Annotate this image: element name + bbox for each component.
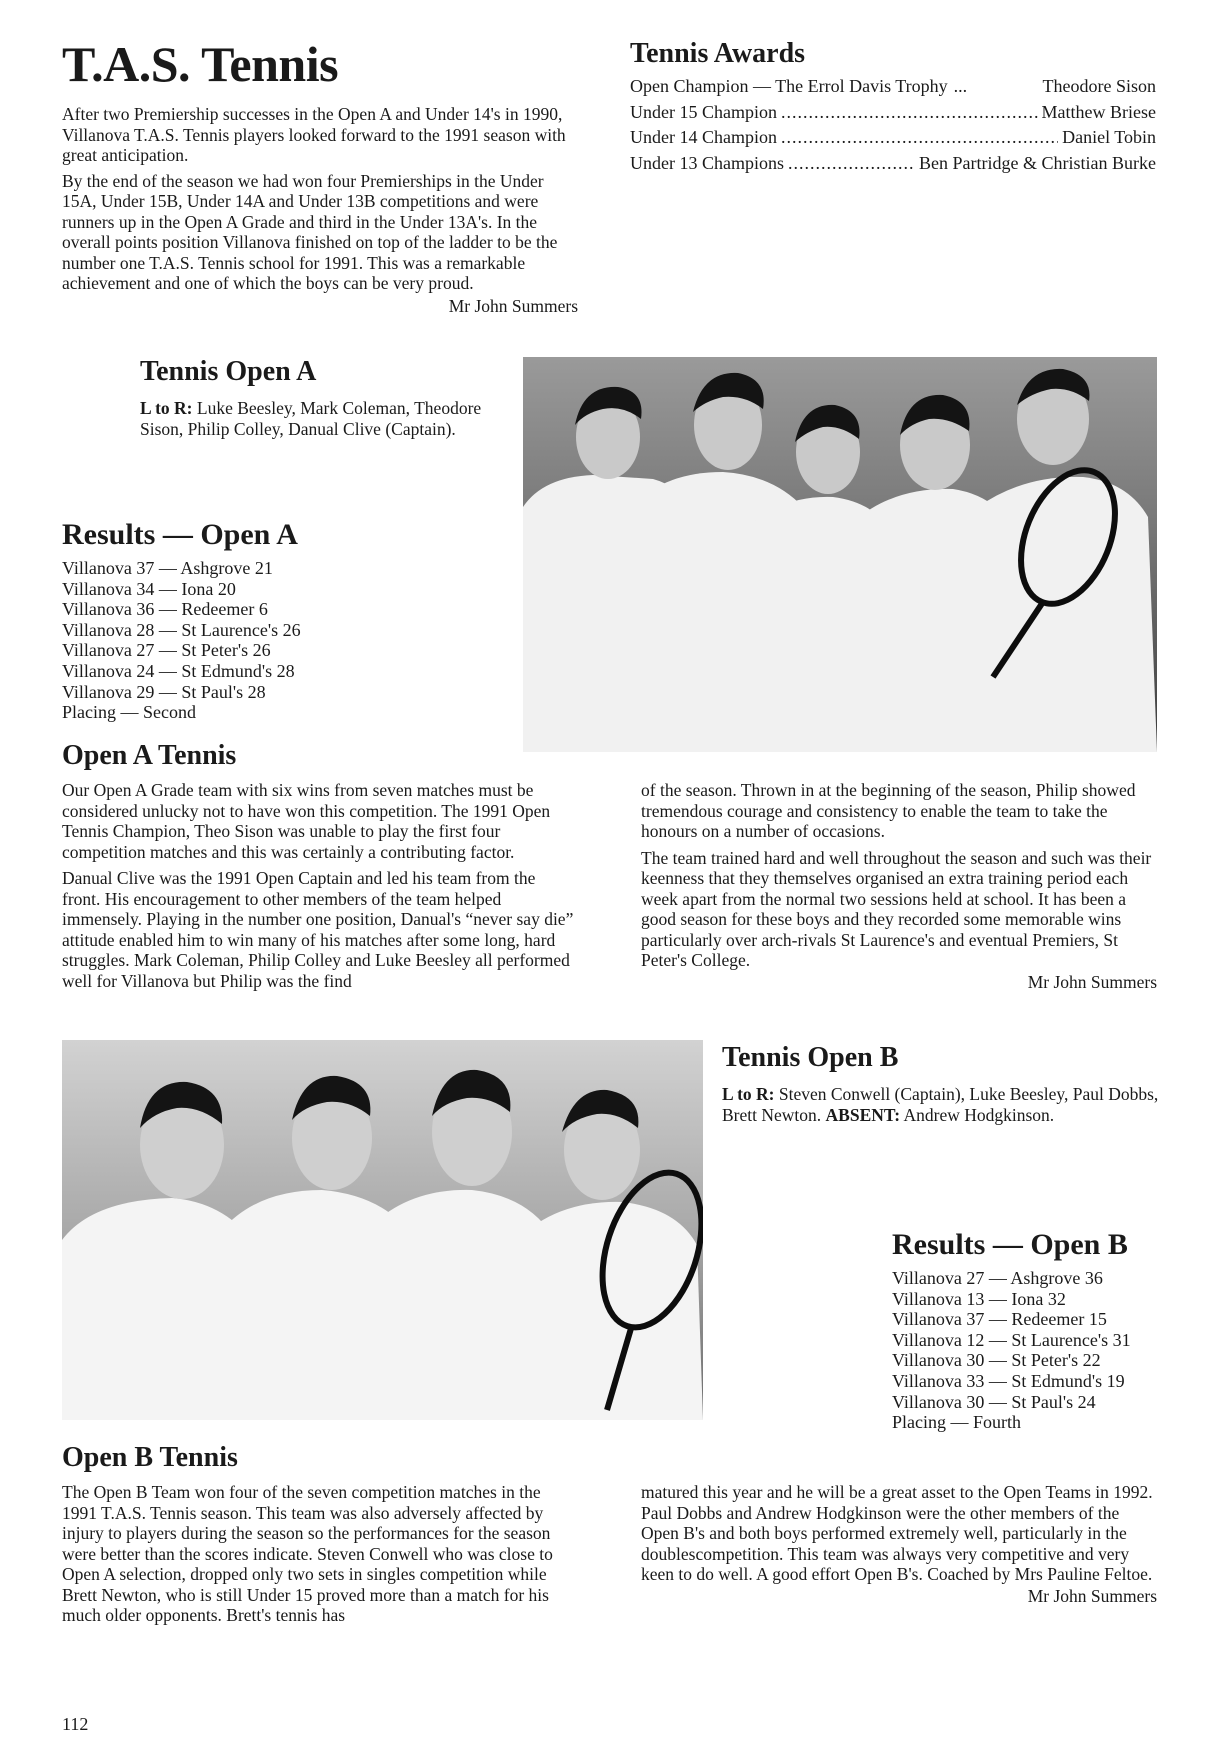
result-row: Villanova 34 — Iona 20 (62, 578, 236, 599)
result-row: Placing — Second (62, 702, 196, 723)
open-a-signature: Mr John Summers (1027, 971, 1157, 992)
article-paragraph: of the season. Thrown in at the beginning of the season, Philip showed tremendous courage and consistency to enable the team to take the honours on a number of occasions. (641, 780, 1136, 841)
article-paragraph: The team trained hard and well throughout the season and such was their keenness that they themselves organised an extra training period each week apart from the normal two sessions held at school. It has been a good season for these boys and they recorded some memorable wins particularly over arch-rivals St Laurence's and eventual Premiers, St Peter's College. (641, 847, 1152, 970)
open-a-caption (140, 398, 525, 440)
award-label: Under 13 Champions (630, 152, 784, 173)
result-row: Villanova 24 — St Edmund's 28 (62, 660, 295, 681)
leader-dots (788, 151, 915, 177)
award-winner: Theodore Sison (1042, 76, 1156, 96)
article-paragraph: Our Open A Grade team with six wins from seven matches must be considered unlucky not to have won this competition. The 1991 Open Tennis Champion, Theo Sison was unable to play the first four competition matches and this was certainly a contributing factor. (62, 780, 551, 862)
awards-section (630, 38, 1156, 176)
award-winner: Ben Partridge & Christian Burke (919, 152, 1156, 173)
open-a-article-left (62, 780, 578, 991)
caption-names: Luke Beesley, Mark Coleman, Theodore Sison, Philip Colley, Danual Clive (Captain). (140, 398, 482, 439)
caption-absent-lead: ABSENT: (825, 1105, 901, 1125)
caption-lead: L to R: (722, 1084, 775, 1104)
intro-text (62, 104, 578, 316)
open-b-results-list (892, 1268, 1192, 1433)
award-row (630, 100, 1156, 126)
awards-title: Tennis Awards (630, 38, 806, 69)
result-row: Villanova 27 — Ashgrove 36 (892, 1268, 1103, 1288)
result-row: Villanova 30 — St Paul's 24 (892, 1391, 1096, 1412)
award-row (630, 74, 1156, 100)
result-row: Villanova 27 — St Peter's 26 (62, 640, 271, 661)
intro-paragraph: After two Premiership successes in the Open A and Under 14's in 1990, Villanova T.A.S. Tennis players looked forward to the 1991 season with great anticipation. (62, 104, 566, 165)
photo-illustration (62, 1040, 703, 1420)
open-b-team-photo (62, 1040, 703, 1420)
article-paragraph: Danual Clive was the 1991 Open Captain and led his team from the front. His encouragement to other members of the team helped immensely. Playing in the number one position, Danual's “never say die” attitude enabled him to win many of his matches after some long, hard struggles. Mark Coleman, Philip Colley and Luke Beesley all performed well for Villanova but Philip was the find (62, 868, 574, 991)
open-a-article-right (641, 780, 1157, 992)
award-winner: Matthew Briese (1041, 101, 1156, 122)
result-row: Villanova 30 — St Peter's 22 (892, 1350, 1101, 1371)
leader-dots (781, 125, 1058, 151)
caption-absent-names: Andrew Hodgkinson. (900, 1105, 1055, 1125)
open-a-results-list (62, 558, 392, 723)
caption-names: Steven Conwell (Captain), Luke Beesley, Paul Dobbs, Brett Newton. (722, 1084, 1159, 1125)
open-b-photo-title: Tennis Open B (722, 1042, 899, 1073)
award-label: Open Champion — The Errol Davis Trophy (630, 76, 948, 96)
open-a-photo-title: Tennis Open A (140, 356, 317, 387)
caption-lead: L to R: (140, 398, 193, 418)
award-winner: Daniel Tobin (1062, 127, 1156, 147)
open-b-article-left (62, 1482, 578, 1626)
result-row: Villanova 36 — Redeemer 6 (62, 599, 268, 620)
award-row (630, 151, 1156, 177)
result-row: Villanova 37 — Ashgrove 21 (62, 558, 273, 578)
page-title: T.A.S. Tennis (62, 36, 339, 92)
result-row: Villanova 13 — Iona 32 (892, 1288, 1066, 1309)
article-paragraph: matured this year and he will be a great asset to the Open Teams in 1992. Paul Dobbs and Andrew Hodgkinson were the other members of the Open B's and both boys performed extremely well, particularly in the doublescompetition. This team was always very competitive and very keen to do well. A good effort Open B's. Coached by Mrs Pauline Feltoe. (641, 1482, 1153, 1584)
intro-paragraph: By the end of the season we had won four Premierships in the Under 15A, Under 15B, Under 14A and Under 13B competitions and were runners up in the Open A Grade and third in the Under 13A's. In the overall points position Villanova finished on top of the ladder to be the number one T.A.S. Tennis school for 1991. This was a remarkable achievement and one of which the boys can be very proud. (62, 170, 558, 293)
open-a-results-title: Results — Open A (62, 518, 298, 551)
open-a-team-photo (523, 357, 1157, 752)
award-row (630, 125, 1156, 151)
award-separator: ... (953, 76, 968, 96)
open-b-results-title: Results — Open B (892, 1228, 1128, 1261)
award-label: Under 14 Champion (630, 127, 777, 147)
result-row: Villanova 12 — St Laurence's 31 (892, 1329, 1131, 1350)
article-paragraph: The Open B Team won four of the seven competition matches in the 1991 T.A.S. Tennis season. This team was also adversely affected by injury to players during the season so the performances for the season were better than the scores indicate. Steven Conwell who was close to Open A selection, dropped only two sets in singles competition while Brett Newton, who is still Under 15 proved more than a match for his much older opponents. Brett's tennis has (62, 1482, 553, 1625)
open-b-article-title: Open B Tennis (62, 1442, 238, 1473)
result-row: Villanova 29 — St Paul's 28 (62, 681, 266, 702)
award-label: Under 15 Champion (630, 101, 777, 122)
result-row: Villanova 37 — Redeemer 15 (892, 1309, 1107, 1330)
result-row: Placing — Fourth (892, 1412, 1021, 1433)
result-row: Villanova 28 — St Laurence's 26 (62, 619, 301, 640)
intro-signature: Mr John Summers (448, 295, 578, 316)
open-b-article-right (641, 1482, 1157, 1606)
result-row: Villanova 33 — St Edmund's 19 (892, 1370, 1125, 1391)
photo-illustration (523, 357, 1157, 752)
open-b-caption (722, 1084, 1162, 1126)
open-b-signature: Mr John Summers (1027, 1585, 1157, 1606)
page-number: 112 (62, 1714, 89, 1734)
leader-dots (781, 100, 1038, 126)
open-a-article-title: Open A Tennis (62, 740, 237, 771)
